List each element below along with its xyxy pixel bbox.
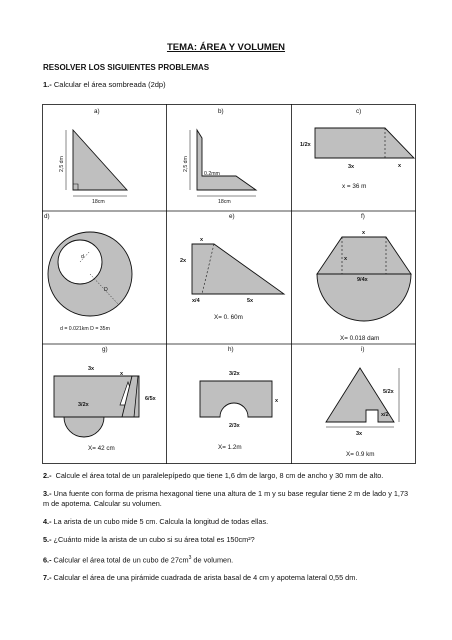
problem-2-number: 2.- [43, 471, 52, 480]
fig-f-side-label: x [344, 256, 348, 262]
fig-f-top-label: x [362, 230, 366, 236]
page-title: TEMA: ÁREA Y VOLUMEN [166, 42, 286, 53]
fig-e-top-label: x [200, 237, 204, 243]
question-1-number: 1.- [43, 80, 52, 89]
problem-3 [43, 489, 415, 508]
problem-7 [43, 573, 415, 583]
fig-c-value: x = 36 m [342, 183, 367, 190]
fig-b-letter: b) [218, 108, 224, 115]
fig-h-shape [200, 381, 272, 417]
problem-4-number: 4.- [43, 517, 52, 526]
problem-6 [43, 554, 415, 565]
problem-2-text: Calcule el área total de un paralelepípedo que tiene 1,6 dm de largo, 8 cm de ancho y 30 mm de alto. [55, 471, 384, 480]
problem-5-number: 5.- [43, 535, 52, 544]
fig-i-value: X= 0.9 km [346, 451, 375, 458]
fig-c-bottom-label: 3x [348, 164, 355, 170]
fig-d-values: d = 0.021km D = 35m [60, 326, 110, 332]
fig-a-shape [66, 130, 127, 196]
fig-g-letter: g) [102, 346, 108, 353]
problem-3-number: 3.- [43, 489, 52, 498]
problem-4-text: La arista de un cubo mide 5 cm. Calcula la longitud de todas ellas. [53, 517, 269, 526]
fig-d-small-label: d [81, 254, 84, 260]
fig-h-top-label: 3/2x [229, 371, 240, 377]
fig-g-top-label: 3x [88, 366, 95, 372]
fig-g-shape [54, 376, 139, 437]
figures-drawing [42, 104, 416, 464]
problem-6-number: 6.- [43, 555, 52, 565]
fig-d-big-label: D [104, 287, 108, 293]
fig-f-mid-label: 9/4x [357, 277, 368, 283]
fig-e-letter: e) [229, 213, 235, 220]
fig-c-left-label: 1/2x [300, 142, 311, 148]
fig-h-right-label: x [275, 398, 279, 404]
fig-e-bottom-left-label: x/4 [192, 298, 200, 304]
problem-2 [43, 471, 415, 481]
figures-grid [42, 104, 416, 464]
problem-7-text: Calcular el área de una pirámide cuadrada de arista basal de 4 cm y apotema lateral 0,55 dm. [53, 573, 358, 582]
fig-g-inner-label: 3/2x [78, 402, 89, 408]
fig-c-letter: c) [356, 108, 362, 115]
problem-6-text: Calcular el área total de un cubo de 27cm [53, 555, 189, 565]
fig-e-value: X= 0. 60m [214, 314, 243, 321]
fig-f-letter: f) [361, 213, 365, 220]
problem-5 [43, 535, 415, 545]
problem-4 [43, 517, 415, 527]
fig-e-left-label: 2x [180, 258, 187, 264]
fig-d-shape [48, 232, 132, 316]
fig-b-shape [190, 130, 256, 196]
fig-i-side-label: 5/2x [383, 389, 394, 395]
fig-b-inner-label: 0.2mm [204, 171, 220, 177]
fig-g-value: X= 42 cm [88, 445, 115, 452]
problem-3-text: Una fuente con forma de prisma hexagonal tiene una altura de 1 m y su base regular tiene 2 m de lado y 1,73 m de apotema. Calcular su volumen. [43, 489, 409, 508]
fig-h-letter: h) [228, 346, 234, 353]
problem-5-text: ¿Cuánto mide la arista de un cubo si su área total es 150cm²? [53, 535, 255, 544]
section-subtitle: RESOLVER LOS SIGUIENTES PROBLEMAS [43, 63, 210, 72]
fig-a-base-label: 18cm [92, 199, 105, 205]
fig-i-bottom-label: 3x [356, 431, 363, 437]
question-1 [43, 80, 166, 89]
problem-6-sup: 3 [188, 555, 192, 561]
fig-f-value: X= 0.018 dam [340, 335, 380, 342]
problem-6-text-end: de volumen. [191, 555, 234, 565]
fig-a-side-label: 2,5 dm [59, 156, 65, 172]
fig-b-side-label: 2,5 dm [183, 156, 189, 172]
question-1-text: Calcular el área sombreada (2dp) [53, 80, 166, 89]
fig-a-letter: a) [94, 108, 100, 115]
fig-e-shape [192, 244, 284, 294]
problem-7-number: 7.- [43, 573, 52, 582]
fig-i-small-label: x/2 [381, 412, 389, 418]
fig-d-letter: d) [44, 213, 50, 220]
fig-c-shape [315, 128, 414, 158]
fig-h-bottom-label: 2/3x [229, 423, 240, 429]
fig-h-value: X= 1.2m [218, 444, 242, 451]
fig-e-bottom-label: 5x [247, 298, 254, 304]
fig-b-base-label: 18cm [218, 199, 231, 205]
fig-c-right-label: x [398, 163, 402, 169]
fig-i-shape [326, 368, 399, 427]
fig-g-mid-label: x [120, 371, 124, 377]
fig-g-right-label: 6/5x [145, 396, 156, 402]
fig-i-letter: i) [361, 346, 365, 353]
